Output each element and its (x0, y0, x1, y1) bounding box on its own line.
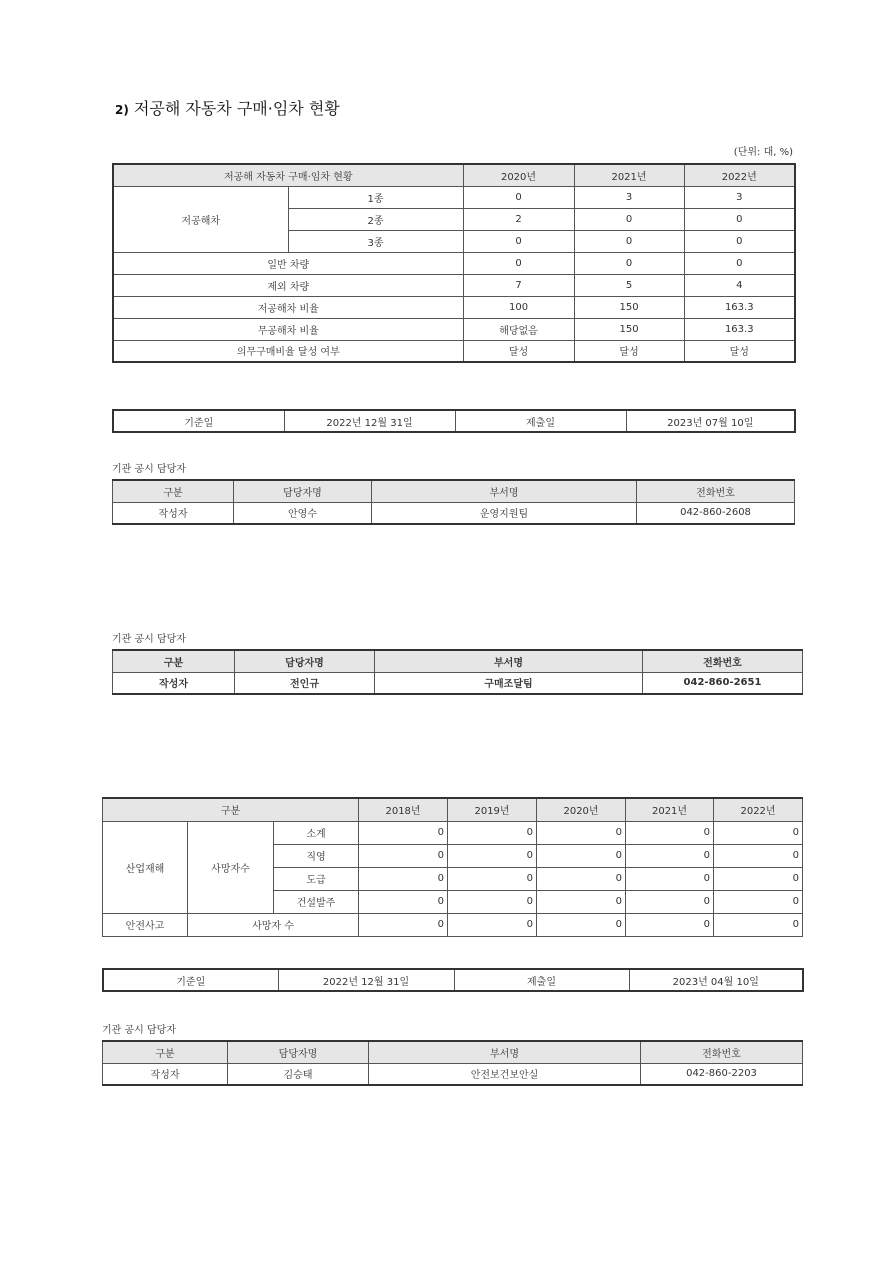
cell: 0 (537, 913, 626, 936)
contact-table (112, 649, 803, 695)
row-label: 제외 차량 (113, 274, 463, 296)
base-date-value: 2022년 12월 31일 (278, 969, 454, 991)
table-row (113, 502, 795, 524)
row-label: 사망자 수 (188, 913, 359, 936)
contact-header: 전화번호 (643, 650, 803, 672)
cell: 0 (537, 844, 626, 867)
cell: 0 (626, 867, 714, 890)
contact-heading: 기관 공시 담당자 (102, 1025, 176, 1036)
contact-dept: 운영지원팀 (372, 502, 637, 524)
cell: 0 (448, 821, 537, 844)
table-row (113, 672, 803, 694)
submit-date-label: 제출일 (455, 410, 626, 432)
accident-group-label: 안전사고 (103, 913, 188, 936)
cell: 0 (448, 890, 537, 913)
cell: 달성 (684, 340, 795, 362)
contact-phone: 042-860-2651 (643, 672, 803, 694)
safety-header-label: 구분 (103, 798, 359, 821)
cell: 0 (448, 913, 537, 936)
table-row (113, 340, 795, 362)
contact-header: 구분 (113, 480, 234, 502)
cell: 0 (626, 890, 714, 913)
cell: 3 (574, 186, 684, 208)
cell: 2 (463, 208, 574, 230)
contact-name: 전인규 (235, 672, 375, 694)
cell: 0 (537, 867, 626, 890)
row-label: 저공해차 비율 (113, 296, 463, 318)
cell: 0 (714, 867, 803, 890)
cell: 0 (714, 844, 803, 867)
contact-phone: 042-860-2608 (637, 502, 795, 524)
unit-note: (단위: 대, %) (733, 147, 793, 158)
cell: 0 (463, 230, 574, 252)
cell: 0 (714, 890, 803, 913)
contact-header: 부서명 (375, 650, 643, 672)
contact-header: 구분 (113, 650, 235, 672)
cell: 0 (463, 186, 574, 208)
section-number: 2) (115, 103, 129, 117)
vehicle-header-year: 2021년 (574, 164, 684, 186)
cell: 0 (463, 252, 574, 274)
row-label: 소계 (274, 821, 359, 844)
cell: 달성 (574, 340, 684, 362)
row-label: 2종 (288, 208, 463, 230)
contact-dept: 안전보건보안실 (369, 1063, 641, 1085)
safety-header-year: 2020년 (537, 798, 626, 821)
cell: 0 (574, 230, 684, 252)
contact-header: 담당자명 (228, 1041, 369, 1063)
contact-table (112, 479, 795, 525)
safety-header-year: 2018년 (359, 798, 448, 821)
cell: 0 (574, 252, 684, 274)
contact-header: 구분 (103, 1041, 228, 1063)
cell: 0 (359, 844, 448, 867)
table-row (103, 1063, 803, 1085)
cell: 0 (626, 913, 714, 936)
table-row (113, 186, 795, 208)
safety-subgroup-label: 사망자수 (188, 821, 274, 913)
contact-header: 부서명 (372, 480, 637, 502)
dates-table (102, 968, 804, 992)
cell: 0 (448, 844, 537, 867)
safety-table (102, 797, 803, 937)
contact-header: 부서명 (369, 1041, 641, 1063)
section-title (115, 96, 340, 119)
row-label: 건설발주 (274, 890, 359, 913)
cell: 150 (574, 318, 684, 340)
table-row (113, 274, 795, 296)
table-row (103, 821, 803, 844)
cell: 0 (537, 821, 626, 844)
cell: 0 (684, 252, 795, 274)
submit-date-label: 제출일 (454, 969, 629, 991)
base-date-label: 기준일 (113, 410, 284, 432)
submit-date-value: 2023년 07월 10일 (626, 410, 795, 432)
vehicle-header-year: 2020년 (463, 164, 574, 186)
cell: 0 (714, 913, 803, 936)
cell: 0 (359, 821, 448, 844)
dates-table (112, 409, 796, 433)
vehicle-table (112, 163, 796, 363)
contact-heading: 기관 공시 담당자 (112, 634, 186, 645)
cell: 0 (626, 821, 714, 844)
table-row (103, 913, 803, 936)
cell: 150 (574, 296, 684, 318)
contact-heading: 기관 공시 담당자 (112, 464, 186, 475)
safety-group-label: 산업재해 (103, 821, 188, 913)
safety-header-year: 2022년 (714, 798, 803, 821)
safety-header-year: 2021년 (626, 798, 714, 821)
cell: 100 (463, 296, 574, 318)
row-label: 일반 차량 (113, 252, 463, 274)
contact-role: 작성자 (113, 502, 234, 524)
contact-header: 전화번호 (641, 1041, 803, 1063)
vehicle-header-label: 저공해 자동차 구매·임차 현황 (113, 164, 463, 186)
cell: 0 (537, 890, 626, 913)
contact-header: 담당자명 (235, 650, 375, 672)
cell: 0 (684, 208, 795, 230)
contact-dept: 구매조달팀 (375, 672, 643, 694)
safety-header-year: 2019년 (448, 798, 537, 821)
table-row (113, 296, 795, 318)
vehicle-header-year: 2022년 (684, 164, 795, 186)
contact-phone: 042-860-2203 (641, 1063, 803, 1085)
submit-date-value: 2023년 04월 10일 (629, 969, 803, 991)
section-title-text: 저공해 자동차 구매·임차 현황 (133, 99, 340, 118)
cell: 해당없음 (463, 318, 574, 340)
cell: 0 (714, 821, 803, 844)
table-row (113, 318, 795, 340)
cell: 0 (359, 913, 448, 936)
cell: 163.3 (684, 318, 795, 340)
cell: 3 (684, 186, 795, 208)
cell: 0 (359, 867, 448, 890)
vehicle-group-label: 저공해차 (113, 186, 288, 252)
contact-header: 전화번호 (637, 480, 795, 502)
cell: 0 (574, 208, 684, 230)
cell: 달성 (463, 340, 574, 362)
contact-name: 김승태 (228, 1063, 369, 1085)
cell: 4 (684, 274, 795, 296)
cell: 0 (359, 890, 448, 913)
cell: 0 (684, 230, 795, 252)
cell: 163.3 (684, 296, 795, 318)
row-label: 도급 (274, 867, 359, 890)
base-date-label: 기준일 (103, 969, 278, 991)
contact-name: 안영수 (234, 502, 372, 524)
contact-table (102, 1040, 803, 1086)
contact-header: 담당자명 (234, 480, 372, 502)
row-label: 의무구매비율 달성 여부 (113, 340, 463, 362)
contact-role: 작성자 (103, 1063, 228, 1085)
table-row (113, 252, 795, 274)
row-label: 직영 (274, 844, 359, 867)
contact-role: 작성자 (113, 672, 235, 694)
row-label: 3종 (288, 230, 463, 252)
row-label: 1종 (288, 186, 463, 208)
cell: 7 (463, 274, 574, 296)
row-label: 무공해차 비율 (113, 318, 463, 340)
cell: 0 (448, 867, 537, 890)
cell: 5 (574, 274, 684, 296)
base-date-value: 2022년 12월 31일 (284, 410, 455, 432)
cell: 0 (626, 844, 714, 867)
